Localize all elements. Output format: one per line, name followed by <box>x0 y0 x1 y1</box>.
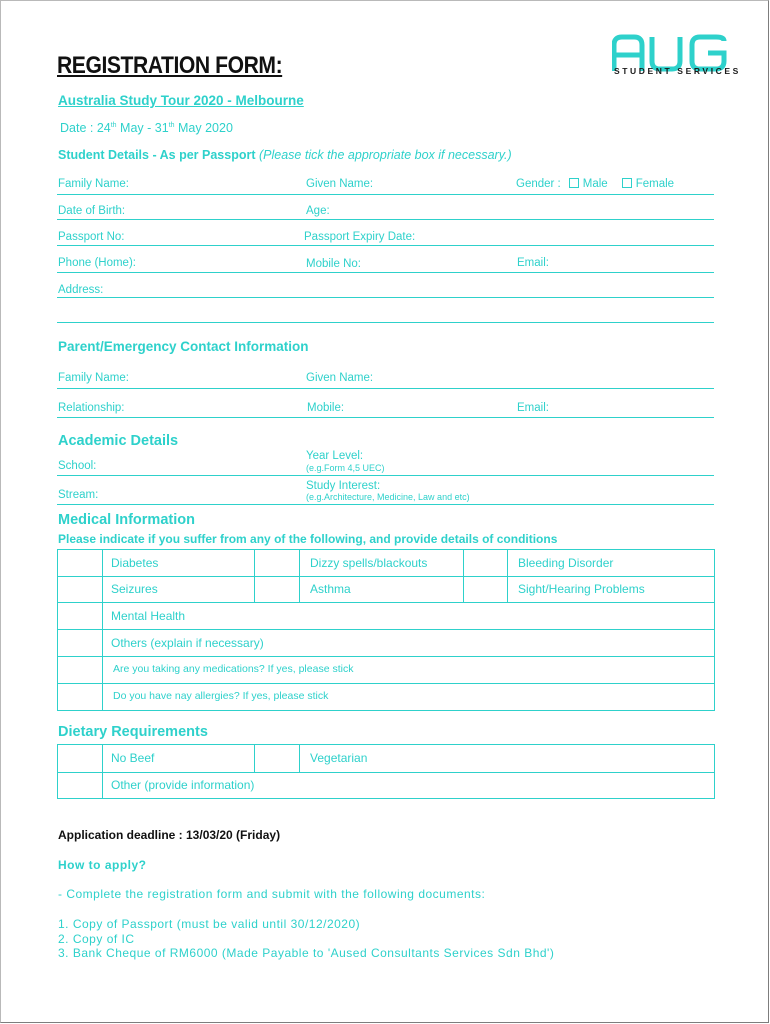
parent-heading: Parent/Emergency Contact Information <box>58 339 309 354</box>
table-row-divider <box>58 602 714 603</box>
female-checkbox[interactable] <box>622 178 632 188</box>
student-details-heading: Student Details - As per Passport (Please tick the appropriate box if necessary.) <box>58 148 512 162</box>
family-name-label: Family Name: <box>58 178 129 190</box>
table-col-divider <box>102 745 103 798</box>
parent-given-name-label: Given Name: <box>306 372 374 384</box>
table-col-divider <box>299 745 300 772</box>
medications-label: Are you taking any medications? If yes, please stick <box>113 663 354 675</box>
year-level-label: Year Level: <box>306 450 364 462</box>
diabetes-label: Diabetes <box>111 556 159 570</box>
school-label: School: <box>58 460 97 472</box>
parent-email-label: Email: <box>517 402 549 414</box>
form-title: REGISTRATION FORM: <box>57 52 283 79</box>
dob-label: Date of Birth: <box>58 205 126 217</box>
email-label: Email: <box>517 257 549 269</box>
stream-label: Stream: <box>58 489 99 501</box>
table-col-divider <box>463 550 464 602</box>
table-col-divider <box>102 550 103 710</box>
dizzy-label: Dizzy spells/blackouts <box>310 556 428 570</box>
allergies-label: Do you have nay allergies? If yes, please stick <box>113 690 329 702</box>
medical-heading: Medical Information <box>58 512 195 528</box>
relationship-label: Relationship: <box>58 402 125 414</box>
passport-expiry-label: Passport Expiry Date: <box>304 231 416 243</box>
tour-title: Australia Study Tour 2020 - Melbourne <box>58 93 304 108</box>
table-row-divider <box>58 576 714 577</box>
table-col-divider <box>507 550 508 602</box>
diabetes-checkbox[interactable] <box>66 556 96 570</box>
doc-ic: 2. Copy of IC <box>58 932 135 946</box>
row-line <box>57 475 714 476</box>
row-line <box>57 219 714 220</box>
phone-home-label: Phone (Home): <box>58 257 136 269</box>
dietary-table <box>57 744 715 799</box>
table-row-divider <box>58 656 714 657</box>
dietary-heading: Dietary Requirements <box>58 724 208 740</box>
row-line <box>57 297 714 298</box>
table-row-divider <box>58 629 714 630</box>
application-deadline: Application deadline : 13/03/20 (Friday) <box>58 828 281 842</box>
asthma-label: Asthma <box>310 582 351 596</box>
table-row-divider <box>58 683 714 684</box>
doc-passport: 1. Copy of Passport (must be valid until 30/12/2020) <box>58 917 361 931</box>
academic-heading: Academic Details <box>58 433 179 449</box>
row-line <box>57 272 714 273</box>
row-line <box>57 417 714 418</box>
male-checkbox[interactable] <box>569 178 579 188</box>
sight-label: Sight/Hearing Problems <box>518 582 645 596</box>
table-row-divider <box>58 772 714 773</box>
tour-date: Date : 24th May - 31th May 2020 <box>60 121 233 135</box>
others-label: Others (explain if necessary) <box>111 636 264 650</box>
apply-instruction: - Complete the registration form and submit with the following documents: <box>58 887 486 901</box>
bleeding-label: Bleeding Disorder <box>518 556 614 570</box>
study-interest-hint: (e.g.Architecture, Medicine, Law and etc) <box>306 492 470 502</box>
medical-table <box>57 549 715 711</box>
address-label: Address: <box>58 284 104 296</box>
passport-no-label: Passport No: <box>58 231 125 243</box>
age-label: Age: <box>306 205 330 217</box>
parent-family-name-label: Family Name: <box>58 372 129 384</box>
table-col-divider <box>299 550 300 602</box>
mental-health-label: Mental Health <box>111 609 186 623</box>
how-to-apply: How to apply? <box>58 858 147 872</box>
row-line <box>57 194 714 195</box>
given-name-label: Given Name: <box>306 178 374 190</box>
logo-tagline: STUDENT SERVICES <box>614 66 741 76</box>
vegetarian-label: Vegetarian <box>310 751 368 765</box>
row-line <box>57 388 714 389</box>
no-beef-label: No Beef <box>111 751 155 765</box>
doc-bank-cheque: 3. Bank Cheque of RM6000 (Made Payable to 'Aused Consultants Services Sdn Bhd') <box>58 946 555 960</box>
table-col-divider <box>254 745 255 772</box>
row-line <box>57 322 714 323</box>
row-line <box>57 504 714 505</box>
table-col-divider <box>254 550 255 602</box>
other-diet-label: Other (provide information) <box>111 778 255 792</box>
mobile-label: Mobile No: <box>306 258 361 270</box>
gender-field: Gender : Male Female <box>516 178 675 190</box>
medical-instruction: Please indicate if you suffer from any of the following, and provide details of conditions <box>58 532 558 546</box>
row-line <box>57 245 714 246</box>
year-level-hint: (e.g.Form 4,5 UEC) <box>306 463 385 473</box>
seizures-label: Seizures <box>111 582 158 596</box>
study-interest-label: Study Interest: <box>306 480 381 492</box>
parent-mobile-label: Mobile: <box>307 402 345 414</box>
